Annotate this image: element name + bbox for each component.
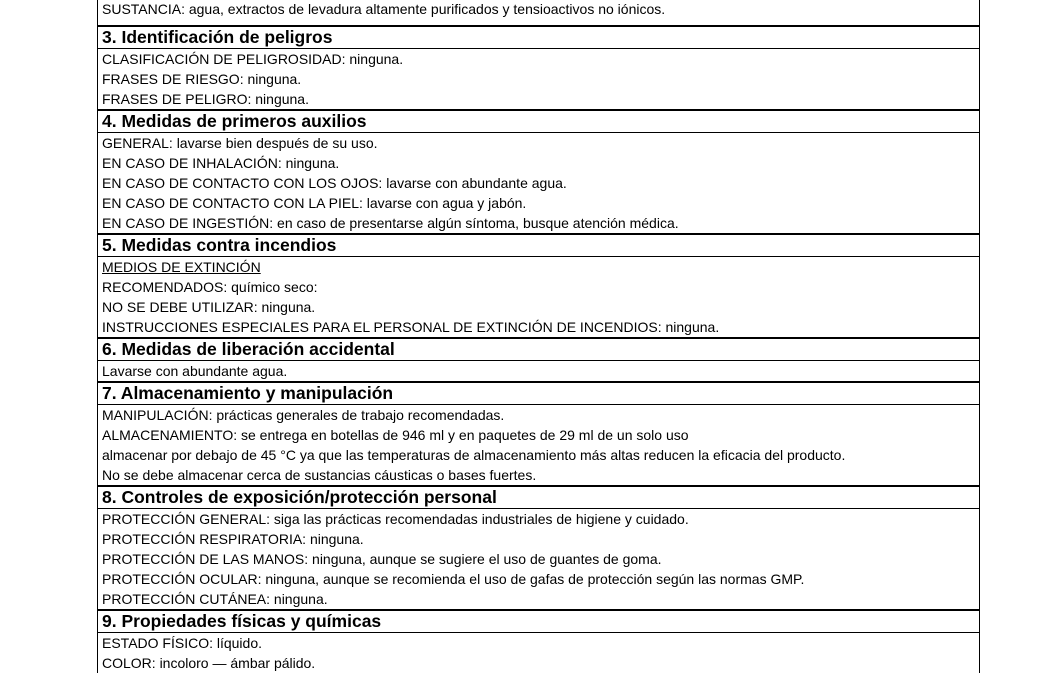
section-9-line: COLOR: incoloro — ámbar pálido.	[102, 655, 316, 671]
section-4-line: EN CASO DE INHALACIÓN: ninguna.	[102, 155, 340, 171]
section-9-physical-chemical	[98, 609, 979, 673]
section-5-subheading-row	[98, 257, 979, 277]
section-2-substance-line: SUSTANCIA: agua, extractos de levadura altamente purificados y tensioactivos no iónicos.	[102, 1, 666, 17]
section-8-line: PROTECCIÓN CUTÁNEA: ninguna.	[102, 591, 328, 607]
section-5-line: RECOMENDADOS: químico seco:	[102, 279, 318, 295]
section-7-line: ALMACENAMIENTO: se entrega en botellas de 946 ml y en paquetes de 29 ml de un solo uso	[102, 427, 689, 443]
section-8-exposure-controls	[98, 485, 979, 609]
section-5-line: NO SE DEBE UTILIZAR: ninguna.	[102, 299, 316, 315]
section-7-storage-handling	[98, 381, 979, 485]
section-4-line: EN CASO DE CONTACTO CON LA PIEL: lavarse con agua y jabón.	[102, 195, 527, 211]
section-9-line: ESTADO FÍSICO: líquido.	[102, 635, 263, 651]
section-7-title: 7. Almacenamiento y manipulación	[98, 381, 979, 405]
section-3-line: CLASIFICACIÓN DE PELIGROSIDAD: ninguna.	[102, 51, 404, 67]
section-8-line: PROTECCIÓN GENERAL: siga las prácticas recomendadas industriales de higiene y cuidado.	[102, 511, 689, 527]
section-9-title: 9. Propiedades físicas y químicas	[98, 609, 979, 633]
section-4-title: 4. Medidas de primeros auxilios	[98, 109, 979, 133]
section-7-line: almacenar por debajo de 45 °C ya que las temperaturas de almacenamiento más altas reducen la eficacia del producto.	[102, 447, 846, 463]
section-8-line: PROTECCIÓN RESPIRATORIA: ninguna.	[102, 531, 364, 547]
section-4-line: EN CASO DE INGESTIÓN: en caso de presentarse algún síntoma, busque atención médica.	[102, 215, 679, 231]
section-4-first-aid	[98, 109, 979, 233]
section-8-line: PROTECCIÓN OCULAR: ninguna, aunque se recomienda el uso de gafas de protección según las normas GMP.	[102, 571, 805, 587]
section-3-line: FRASES DE RIESGO: ninguna.	[102, 71, 302, 87]
section-7-line: No se debe almacenar cerca de sustancias cáusticas o bases fuertes.	[102, 467, 537, 483]
section-3-title: 3. Identificación de peligros	[98, 25, 979, 49]
section-4-line: EN CASO DE CONTACTO CON LOS OJOS: lavarse con abundante agua.	[102, 175, 567, 191]
section-3-hazards	[98, 25, 979, 109]
section-6-title: 6. Medidas de liberación accidental	[98, 337, 979, 361]
section-3-line: FRASES DE PELIGRO: ninguna.	[102, 91, 309, 107]
section-7-line: MANIPULACIÓN: prácticas generales de trabajo recomendadas.	[102, 407, 505, 423]
section-5-title: 5. Medidas contra incendios	[98, 233, 979, 257]
section-8-line: PROTECCIÓN DE LAS MANOS: ninguna, aunque se sugiere el uso de guantes de goma.	[102, 551, 662, 567]
section-5-subheading: MEDIOS DE EXTINCIÓN	[102, 259, 261, 275]
section-5-line: INSTRUCCIONES ESPECIALES PARA EL PERSONAL DE EXTINCIÓN DE INCENDIOS: ninguna.	[102, 319, 720, 335]
section-5-firefighting	[98, 233, 979, 337]
section-8-title: 8. Controles de exposición/protección personal	[98, 485, 979, 509]
safety-data-sheet	[97, 0, 980, 673]
section-6-accidental-release	[98, 337, 979, 381]
section-4-line: GENERAL: lavarse bien después de su uso.	[102, 135, 378, 151]
section-6-line: Lavarse con abundante agua.	[102, 363, 288, 379]
